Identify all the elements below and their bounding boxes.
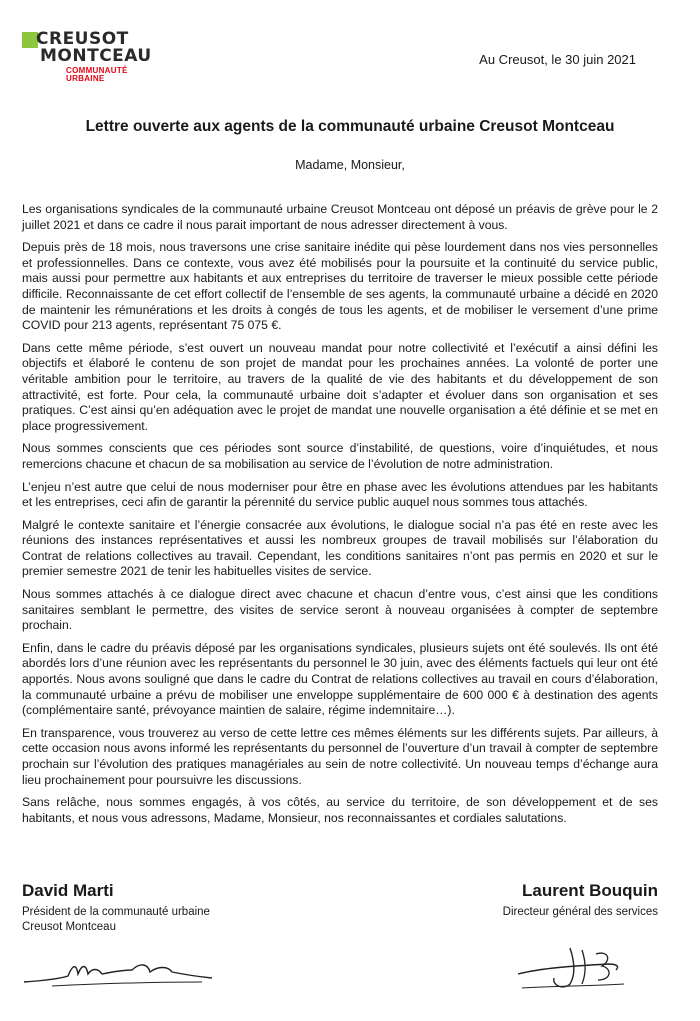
signatory-name-left: David Marti: [22, 881, 114, 900]
paragraph: Nous sommes conscients que ces périodes sont source d’instabilité, de questions, voire d’inquiétudes, et nous remercions chacune et chacun de sa mobilisation au service de l’évolution de notre administration.: [22, 441, 658, 471]
paragraph: Malgré le contexte sanitaire et l’énergie consacrée aux évolutions, le dialogue social n’a pas été en reste avec les réunions des instances représentatives et aussi les nombreux groupes de travail mobilisés sur l’élaboration du Contrat de relations collectives au travail. Cependant, les conditions sanitaires n’ont pas permis en 2020 et sur le premier semestre 2021 de tenir les habituelles visites de service.: [22, 517, 658, 579]
paragraph: Enfin, dans le cadre du préavis déposé par les organisations syndicales, plusieurs sujets ont été soulevés. Ils ont été abordés lors d’une réunion avec les représentants du personnel le 30 juin, avec des éléments factuels qui leur ont été apportés. Nous avons souligné que dans le cadre du Contrat de relations collectives au travail en cours d’élaboration, la communauté urbaine a prévu de mobiliser une enveloppe supplémentaire de 600 000 € à destination des agents (complémentaire santé, prévoyance maintien de salaire, régime indemnitaire…).: [22, 640, 658, 718]
handwritten-signature-right: [512, 940, 642, 1000]
handwritten-signature-left: [22, 952, 222, 992]
logo: [22, 28, 162, 98]
signatory-name-right: Laurent Bouquin: [522, 881, 658, 900]
logo-line2: MONTCEAU: [40, 46, 152, 66]
paragraph: Depuis près de 18 mois, nous traversons une crise sanitaire inédite qui pèse lourdement dans nos vies personnelles et professionnelles. Dans ce contexte, vous avez été mobilisés pour la poursuite et la continuité du service public, mais aussi pour permettre aux habitants et aux entreprises du territoire de traverser le mieux possible cette période difficile. Reconnaissante de cet effort collectif de l’ensemble de ses agents, la communauté urbaine a décidé en 2020 de maintenir les rémunérations et les droits à congés de tous les agents, et de mobiliser le versement d’une prime COVID pour 213 agents, représentant 75 075 €.: [22, 240, 658, 333]
logo-line1: CREUSOT: [36, 29, 129, 49]
letter-body: [22, 202, 658, 833]
paragraph: Nous sommes attachés à ce dialogue direct avec chacune et chacun d’entre vous, c’est ainsi que les conditions sanitaires semblant le permettre, des visites de service seront à nouveau organisées à compter de septembre prochain.: [22, 587, 658, 633]
paragraph: L’enjeu n’est autre que celui de nous moderniser pour être en phase avec les évolutions attendues par les habitants et les entreprises, ceci afin de garantir la pérennité du service public auquel nous sommes tous attachés.: [22, 479, 658, 510]
letter-title: Lettre ouverte aux agents de la communauté urbaine Creusot Montceau: [85, 118, 615, 135]
signature-block-left: [22, 881, 210, 935]
logo-subtitle: [66, 67, 128, 83]
signatory-role-right-1: Directeur général des services: [502, 906, 658, 918]
paragraph: Les organisations syndicales de la communauté urbaine Creusot Montceau ont déposé un préavis de grève pour le 2 juillet 2021 et dans ce cadre il nous parait important de nous adresser directement à vous.: [22, 202, 658, 232]
signatory-role-left-2: Creusot Montceau: [22, 921, 116, 933]
paragraph: Sans relâche, nous sommes engagés, à vos côtés, au service du territoire, de son développement et de ses habitants, et nous vous adressons, Madame, Monsieur, nos reconnaissantes et cordiales salutations.: [22, 795, 658, 825]
dateline: Au Creusot, le 30 juin 2021: [479, 52, 636, 67]
paragraph: En transparence, vous trouverez au verso de cette lettre ces mêmes éléments sur les différents sujets. Par ailleurs, à cette occasion nous avons informé les représentants du personnel de l’ouverture d’un travail à compter de septembre prochain sur l’évolution des pratiques managériales au sein de notre collectivité. Un nouveau temps d’échange aura lieu prochainement pour poursuivre les discussions.: [22, 725, 658, 787]
salutation: Madame, Monsieur,: [295, 158, 405, 172]
logo-sub2: URBAINE: [66, 74, 105, 83]
signatory-role-left-1: Président de la communauté urbaine: [22, 906, 210, 918]
signature-block-right: [503, 881, 658, 920]
logo-sub1: COMMUNAUTÉ: [66, 66, 128, 75]
paragraph: Dans cette même période, s’est ouvert un nouveau mandat pour notre collectivité et l’exécutif a ainsi défini les objectifs et élaboré le contenu de son projet de mandat pour les prochaines années. La volonté de porter une véritable ambition pour le territoire, au travers de la qualité de vie des habitants et du développement de son attractivité, est forte. Pour cela, la communauté urbaine doit s’adapter et évoluer dans son organisation et ses pratiques. C’est ainsi qu’en adéquation avec le projet de mandat une nouvelle organisation a été définie et se met en place progressivement.: [22, 340, 658, 433]
